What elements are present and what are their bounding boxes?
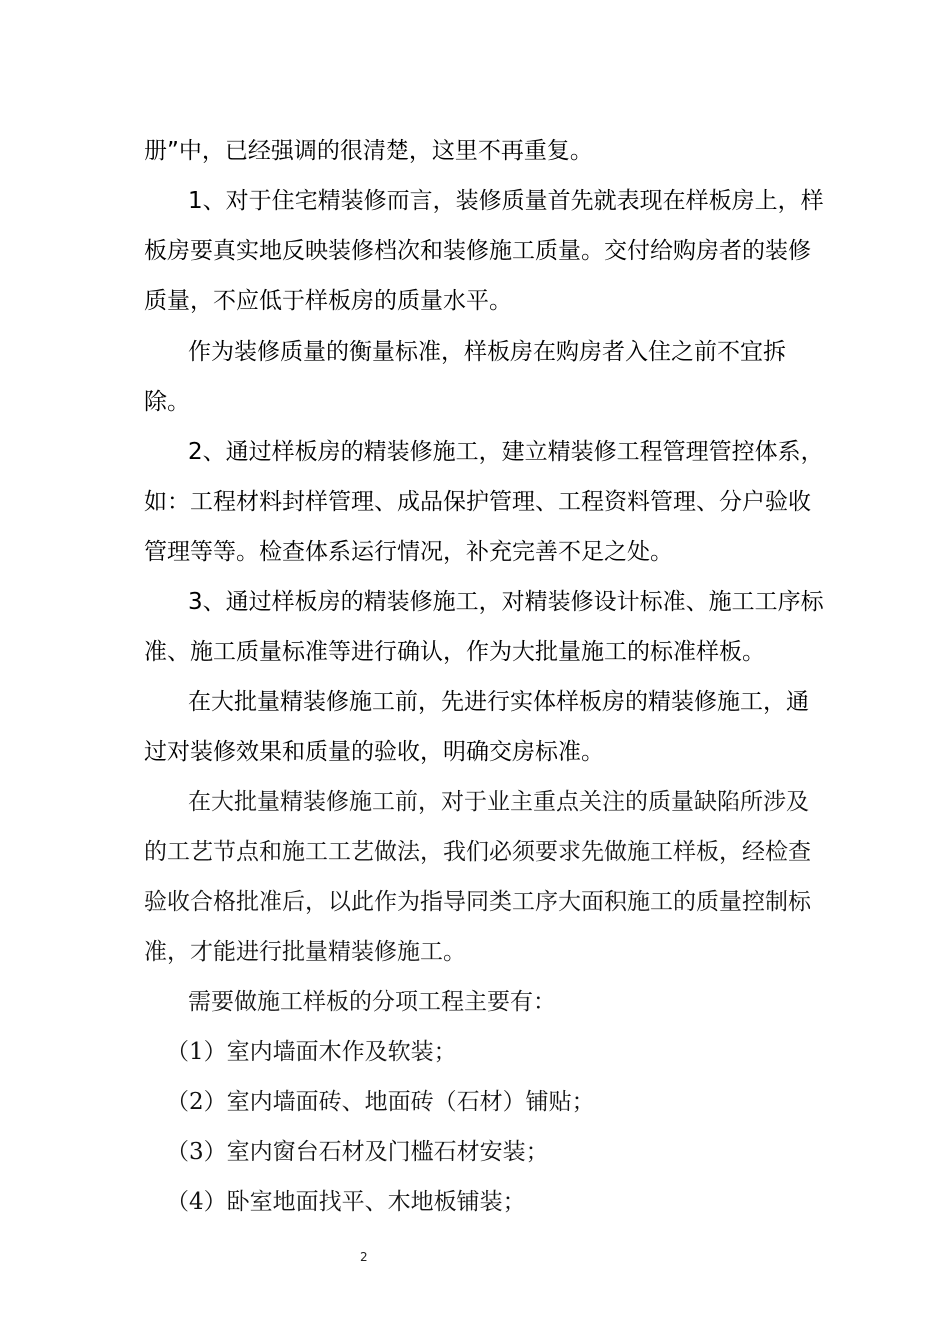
paragraph-line: 2、通过样板房的精装修施工，建立精装修工程管理管控体系， [188, 439, 824, 465]
list-item: （3）室内窗台石材及门槛石材安装； [166, 1139, 549, 1165]
paragraph-line: 管理等等。检查体系运行情况，补充完善不足之处。 [144, 539, 673, 565]
paragraph-line: 验收合格批准后，以此作为指导同类工序大面积施工的质量控制标 [144, 889, 811, 915]
list-item: （4）卧室地面找平、木地板铺装； [166, 1189, 526, 1215]
list-item: （1）室内墙面木作及软装； [166, 1039, 457, 1065]
page-number: 2 [360, 1250, 368, 1264]
paragraph-line: 除。 [144, 389, 190, 415]
paragraph-line: 准、施工质量标准等进行确认，作为大批量施工的标准样板。 [144, 639, 765, 665]
paragraph-line: 需要做施工样板的分项工程主要有： [188, 989, 556, 1015]
paragraph-line: 板房要真实地反映装修档次和装修施工质量。交付给购房者的装修 [144, 238, 811, 264]
paragraph-line: 如：工程材料封样管理、成品保护管理、工程资料管理、分户验收 [144, 489, 811, 515]
paragraph-line: 在大批量精装修施工前，先进行实体样板房的精装修施工，通 [188, 689, 809, 715]
paragraph-line: 质量，不应低于样板房的质量水平。 [144, 288, 512, 314]
paragraph-line: 1、对于住宅精装修而言，装修质量首先就表现在样板房上，样 [188, 188, 824, 214]
paragraph-line: 在大批量精装修施工前，对于业主重点关注的质量缺陷所涉及 [188, 789, 809, 815]
paragraph-line: 的工艺节点和施工工艺做法，我们必须要求先做施工样板，经检查 [144, 839, 811, 865]
paragraph-line: 过对装修效果和质量的验收，明确交房标准。 [144, 739, 604, 765]
paragraph-line: 准，才能进行批量精装修施工。 [144, 939, 466, 965]
paragraph-line: 作为装修质量的衡量标准，样板房在购房者入住之前不宜拆 [188, 339, 786, 365]
paragraph-line: 册”中，已经强调的很清楚，这里不再重复。 [144, 138, 593, 164]
paragraph-line: 3、通过样板房的精装修施工，对精装修设计标准、施工工序标 [188, 589, 824, 615]
list-item: （2）室内墙面砖、地面砖（石材）铺贴； [166, 1089, 595, 1115]
